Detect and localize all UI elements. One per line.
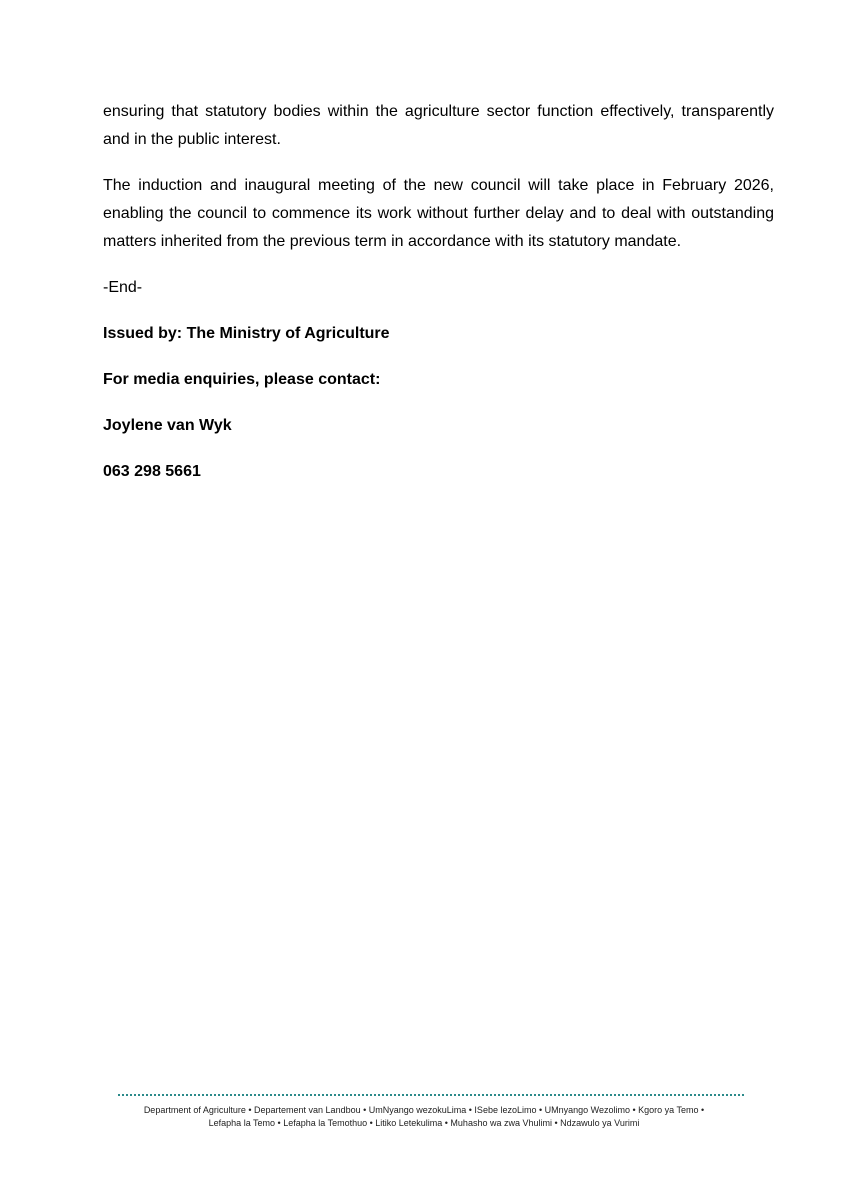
document-body [103, 98, 774, 504]
footer-divider [118, 1094, 744, 1096]
media-enquiries-label: For media enquiries, please contact: [103, 371, 381, 388]
footer-line-2: Lefapha la Temo • Lefapha la Temothuo • Litiko Letekulima • Muhasho wa zwa Vhulimi • Ndzawulo ya Vurimi [208, 1118, 640, 1128]
continued-paragraph: ensuring that statutory bodies within the agriculture sector function effectively, transparently and in the public interest. [103, 103, 774, 148]
footer-line-1: Department of Agriculture • Departement van Landbou • UmNyango wezokuLima • ISebe lezoLimo • UMnyango Wezolimo • Kgoro ya Temo • [143, 1105, 705, 1115]
issued-by: Issued by: The Ministry of Agriculture [103, 325, 390, 342]
footer-department-names [118, 1104, 730, 1130]
contact-name: Joylene van Wyk [103, 417, 232, 434]
end-marker: -End- [103, 279, 143, 296]
contact-phone: 063 298 5661 [103, 463, 201, 480]
induction-paragraph: The induction and inaugural meeting of the new council will take place in February 2026, enabling the council to commence its work without further delay and to deal with outstanding matters inherited from the previous term in accordance with its statutory mandate. [103, 177, 774, 250]
